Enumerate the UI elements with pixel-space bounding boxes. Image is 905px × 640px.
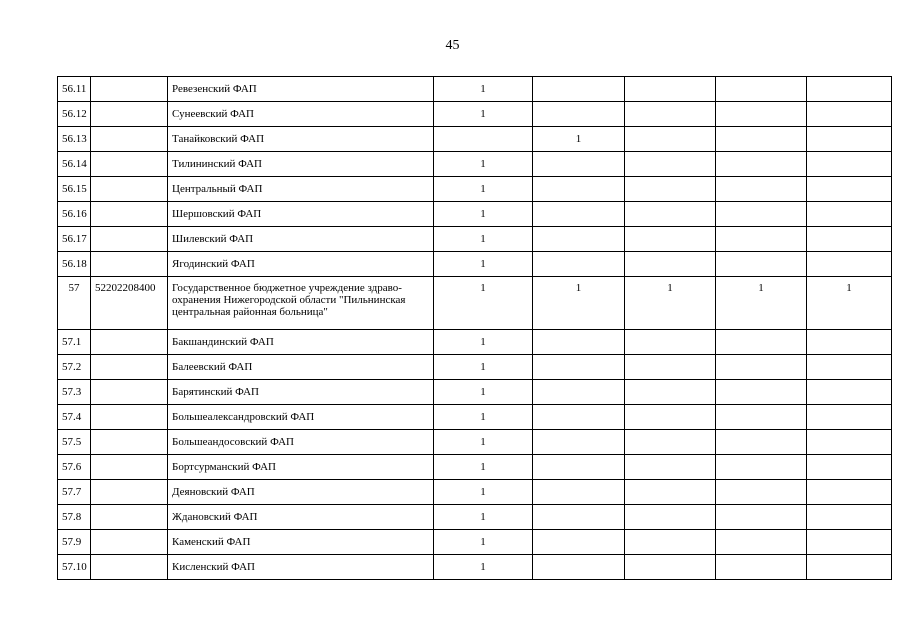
table-row [58,455,892,480]
row-number-cell: 57.6 [58,455,91,480]
value-cell-1: 1 [434,177,533,202]
value-cell-2: 1 [533,127,625,152]
value-cell-2 [533,202,625,227]
table-row [58,380,892,405]
value-cell-2 [533,430,625,455]
value-cell-2: 1 [533,277,625,330]
table-row [58,152,892,177]
facility-name-cell: Шилевский ФАП [168,227,434,252]
org-code-cell [91,555,168,580]
org-code-cell [91,380,168,405]
facility-name-cell: Большеандосовский ФАП [168,430,434,455]
org-code-cell [91,455,168,480]
row-number-cell: 56.14 [58,152,91,177]
row-number-cell: 57.10 [58,555,91,580]
table-row [58,355,892,380]
value-cell-2 [533,555,625,580]
facility-name-cell: Тилининский ФАП [168,152,434,177]
row-number-cell: 57.1 [58,330,91,355]
value-cell-4 [716,177,807,202]
table-row [58,252,892,277]
value-cell-4 [716,405,807,430]
value-cell-3 [625,555,716,580]
value-cell-1: 1 [434,227,533,252]
org-code-cell [91,480,168,505]
value-cell-1: 1 [434,202,533,227]
table-row [58,480,892,505]
value-cell-2 [533,152,625,177]
value-cell-1: 1 [434,530,533,555]
table-row [58,405,892,430]
value-cell-3 [625,152,716,177]
row-number-cell: 56.17 [58,227,91,252]
facility-name-cell: Большеалександровский ФАП [168,405,434,430]
value-cell-3 [625,227,716,252]
value-cell-5 [807,177,892,202]
org-code-cell [91,330,168,355]
table-row [58,127,892,152]
table-row [58,330,892,355]
value-cell-1: 1 [434,480,533,505]
value-cell-1: 1 [434,455,533,480]
row-number-cell: 56.18 [58,252,91,277]
value-cell-1: 1 [434,330,533,355]
org-code-cell: 52202208400 [91,277,168,330]
table-row [58,102,892,127]
facility-name-cell: Государственное бюджетное учреждение здраво-охранения Нижегородской области "Пильнинская центральная районная больница" [168,277,434,330]
value-cell-1: 1 [434,77,533,102]
value-cell-5 [807,152,892,177]
value-cell-2 [533,252,625,277]
facility-name-cell: Деяновский ФАП [168,480,434,505]
facility-name-cell: Бортсурманский ФАП [168,455,434,480]
value-cell-3 [625,127,716,152]
value-cell-3 [625,505,716,530]
value-cell-4 [716,330,807,355]
row-number-cell: 56.16 [58,202,91,227]
value-cell-2 [533,227,625,252]
value-cell-2 [533,505,625,530]
value-cell-3 [625,177,716,202]
value-cell-2 [533,380,625,405]
value-cell-1: 1 [434,252,533,277]
org-code-cell [91,252,168,277]
value-cell-1: 1 [434,277,533,330]
value-cell-5 [807,102,892,127]
page-number: 45 [445,38,460,53]
value-cell-4 [716,102,807,127]
org-code-cell [91,530,168,555]
value-cell-2 [533,405,625,430]
value-cell-1: 1 [434,380,533,405]
table-row [58,530,892,555]
value-cell-2 [533,330,625,355]
value-cell-2 [533,455,625,480]
row-number-cell: 56.13 [58,127,91,152]
table-row [58,555,892,580]
value-cell-3 [625,455,716,480]
facilities-table [57,76,892,580]
table-body [58,77,892,580]
value-cell-3 [625,405,716,430]
value-cell-4 [716,455,807,480]
facility-name-cell: Ягодинский ФАП [168,252,434,277]
value-cell-5 [807,77,892,102]
row-number-cell: 57.9 [58,530,91,555]
org-code-cell [91,102,168,127]
table-row [58,505,892,530]
facility-name-cell: Сунеевский ФАП [168,102,434,127]
value-cell-5 [807,430,892,455]
value-cell-5 [807,530,892,555]
value-cell-3 [625,330,716,355]
facility-name-cell: Ревезенский ФАП [168,77,434,102]
table-row [58,277,892,330]
value-cell-1: 1 [434,102,533,127]
value-cell-5: 1 [807,277,892,330]
value-cell-4 [716,480,807,505]
value-cell-5 [807,480,892,505]
org-code-cell [91,127,168,152]
value-cell-5 [807,227,892,252]
row-number-cell: 56.12 [58,102,91,127]
value-cell-4 [716,505,807,530]
value-cell-2 [533,77,625,102]
value-cell-4 [716,380,807,405]
table-row [58,177,892,202]
value-cell-1: 1 [434,405,533,430]
value-cell-4 [716,355,807,380]
value-cell-3: 1 [625,277,716,330]
facility-name-cell: Танайковский ФАП [168,127,434,152]
row-number-cell: 57.5 [58,430,91,455]
value-cell-4 [716,430,807,455]
value-cell-5 [807,380,892,405]
value-cell-4 [716,555,807,580]
row-number-cell: 57.2 [58,355,91,380]
value-cell-4 [716,202,807,227]
value-cell-1: 1 [434,505,533,530]
value-cell-3 [625,430,716,455]
value-cell-5 [807,405,892,430]
value-cell-3 [625,252,716,277]
value-cell-4 [716,252,807,277]
org-code-cell [91,177,168,202]
value-cell-2 [533,355,625,380]
facility-name-cell: Балеевский ФАП [168,355,434,380]
row-number-cell: 57.7 [58,480,91,505]
org-code-cell [91,405,168,430]
value-cell-4 [716,530,807,555]
facility-name-cell: Барятинский ФАП [168,380,434,405]
value-cell-5 [807,355,892,380]
row-number-cell: 56.15 [58,177,91,202]
org-code-cell [91,227,168,252]
value-cell-5 [807,127,892,152]
value-cell-2 [533,177,625,202]
value-cell-1: 1 [434,152,533,177]
value-cell-4 [716,127,807,152]
value-cell-5 [807,252,892,277]
value-cell-4 [716,77,807,102]
value-cell-3 [625,102,716,127]
value-cell-3 [625,77,716,102]
value-cell-3 [625,355,716,380]
table-row [58,202,892,227]
table-row [58,77,892,102]
value-cell-4 [716,152,807,177]
value-cell-5 [807,505,892,530]
table-row [58,430,892,455]
value-cell-5 [807,555,892,580]
org-code-cell [91,152,168,177]
value-cell-2 [533,530,625,555]
row-number-cell: 57.3 [58,380,91,405]
row-number-cell: 57 [58,277,91,330]
value-cell-4 [716,227,807,252]
value-cell-1: 1 [434,430,533,455]
value-cell-3 [625,530,716,555]
facility-name-cell: Каменский ФАП [168,530,434,555]
value-cell-1: 1 [434,555,533,580]
org-code-cell [91,355,168,380]
value-cell-3 [625,202,716,227]
facility-name-cell: Ждановский ФАП [168,505,434,530]
value-cell-5 [807,330,892,355]
org-code-cell [91,505,168,530]
value-cell-3 [625,480,716,505]
org-code-cell [91,430,168,455]
facility-name-cell: Бакшандинский ФАП [168,330,434,355]
row-number-cell: 57.8 [58,505,91,530]
facility-name-cell: Центральный ФАП [168,177,434,202]
value-cell-5 [807,455,892,480]
value-cell-1: 1 [434,355,533,380]
value-cell-3 [625,380,716,405]
facility-name-cell: Кисленский ФАП [168,555,434,580]
row-number-cell: 56.11 [58,77,91,102]
org-code-cell [91,77,168,102]
row-number-cell: 57.4 [58,405,91,430]
table-row [58,227,892,252]
value-cell-5 [807,202,892,227]
value-cell-4: 1 [716,277,807,330]
value-cell-2 [533,480,625,505]
value-cell-2 [533,102,625,127]
org-code-cell [91,202,168,227]
value-cell-1 [434,127,533,152]
facility-name-cell: Шершовский ФАП [168,202,434,227]
